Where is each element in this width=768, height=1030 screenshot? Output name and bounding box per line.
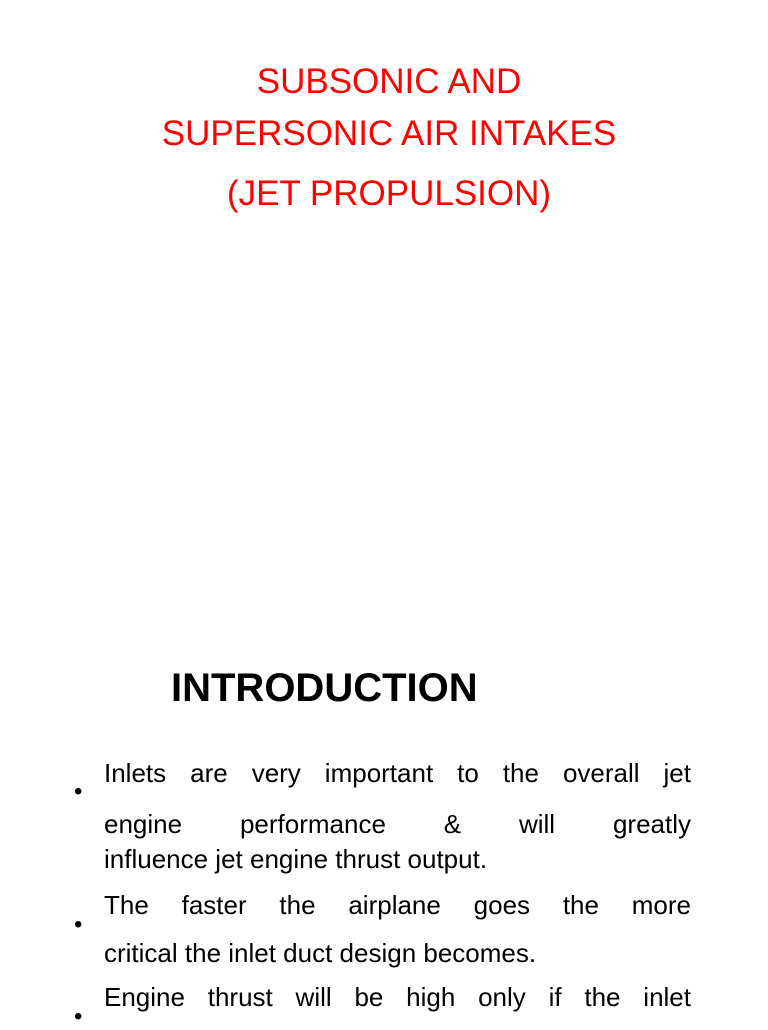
bullet-3-line-1: Engine thrust will be high only if the inlet: [104, 982, 691, 1012]
bullet-icon: •: [74, 911, 83, 938]
bullet-icon: •: [74, 778, 83, 805]
introduction-slide: [0, 560, 768, 1030]
bullet-1-line-2: engine performance & will greatly: [104, 809, 691, 839]
title-line-2: SUPERSONIC AIR INTAKES: [161, 114, 617, 153]
title-line-1: SUBSONIC AND: [256, 62, 522, 101]
bullet-2-line-1: The faster the airplane goes the more: [104, 890, 691, 920]
slide-heading: INTRODUCTION: [171, 666, 478, 710]
bullet-2-line-2: critical the inlet duct design becomes.: [104, 938, 537, 968]
title-line-3: (JET PROPULSION): [226, 174, 552, 213]
bullet-icon: •: [74, 1003, 83, 1030]
bullet-1-line-3: influence jet engine thrust output.: [104, 844, 488, 874]
bullet-1-line-1: Inlets are very important to the overall jet: [104, 758, 691, 788]
